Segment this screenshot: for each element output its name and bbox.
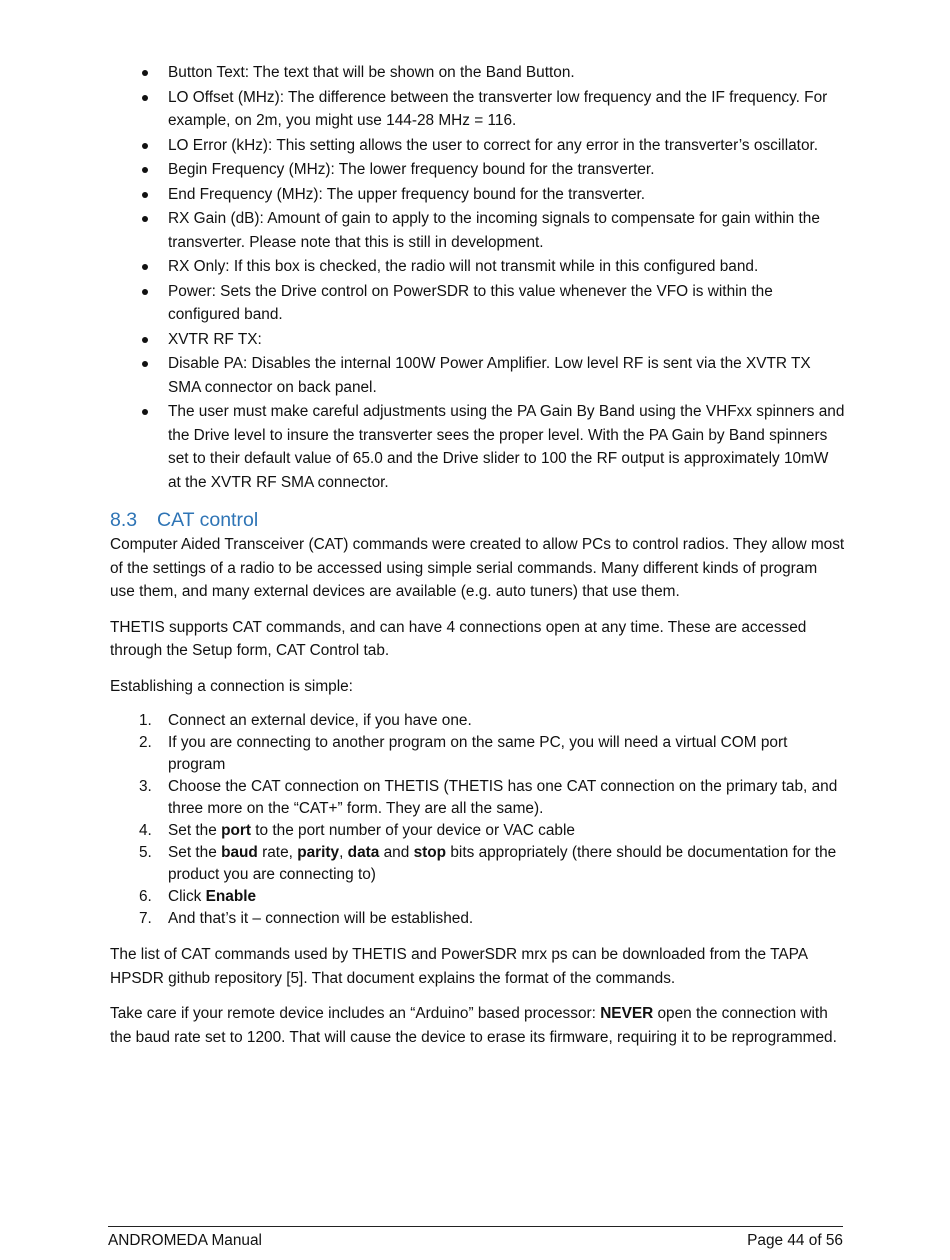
section-number: 8.3 bbox=[110, 509, 138, 531]
bullet-icon bbox=[142, 216, 148, 222]
bullet-text: RX Gain (dB): Amount of gain to apply to the incoming signals to compensate for gain within the transverter. Please note that this is still in development. bbox=[168, 210, 820, 251]
bold-text: stop bbox=[413, 844, 447, 861]
bullet-item bbox=[110, 158, 845, 182]
bullet-text: The user must make careful adjustments using the PA Gain By Band using the VHFxx spinners and the Drive level to insure the transverter sees the proper level. With the PA Gain by Band spinners set to their default value of 65.0 and the Drive slider to 100 the RF output is approximately 10mW at the XVTR RF SMA connector. bbox=[168, 403, 845, 491]
text-run: , bbox=[339, 844, 348, 861]
text-run: and bbox=[379, 844, 414, 861]
step-number: 6. bbox=[139, 888, 152, 905]
text-run: The list of CAT commands used by THETIS and PowerSDR mrx ps can be downloaded from the TAPA HPSDR github repository [5]. That document explains the format of the commands. bbox=[110, 946, 808, 987]
intro-paragraphs bbox=[110, 533, 845, 698]
paragraph bbox=[110, 1002, 845, 1049]
bullet-text: Disable PA: Disables the internal 100W Power Amplifier. Low level RF is sent via the XVTR TX SMA connector on back panel. bbox=[168, 355, 811, 396]
text-run: Take care if your remote device includes an “Arduino” based processor: bbox=[110, 1005, 601, 1022]
step-number: 7. bbox=[139, 910, 152, 927]
bullet-item bbox=[110, 207, 845, 254]
step-number: 5. bbox=[139, 844, 152, 861]
section-heading bbox=[110, 507, 845, 533]
bullet-text: Button Text: The text that will be shown on the Band Button. bbox=[168, 64, 575, 81]
step-number: 4. bbox=[139, 822, 152, 839]
text-run: And that’s it – connection will be established. bbox=[168, 910, 474, 927]
step-item bbox=[110, 886, 845, 908]
bullet-item bbox=[110, 134, 845, 158]
text-run: If you are connecting to another program on the same PC, you will need a virtual COM port program bbox=[168, 734, 788, 773]
text-run: Click bbox=[168, 888, 206, 905]
bullet-item bbox=[110, 61, 845, 85]
bullet-icon bbox=[142, 192, 148, 198]
bullet-icon bbox=[142, 143, 148, 149]
bullet-icon bbox=[142, 289, 148, 295]
bold-text: port bbox=[221, 822, 251, 839]
footer-document-title: ANDROMEDA Manual bbox=[108, 1232, 262, 1249]
bold-text: baud bbox=[221, 844, 258, 861]
connection-steps-list bbox=[110, 710, 845, 930]
section-title: CAT control bbox=[157, 509, 259, 531]
bullet-item bbox=[110, 183, 845, 207]
bullet-text: XVTR RF TX: bbox=[168, 330, 262, 348]
bullet-icon bbox=[142, 361, 148, 367]
bullet-icon bbox=[142, 70, 148, 76]
bold-text: parity bbox=[297, 844, 340, 861]
text-run: Set the bbox=[168, 844, 222, 861]
text-run: Set the bbox=[168, 822, 222, 839]
page-footer bbox=[108, 1226, 843, 1252]
step-number: 1. bbox=[139, 712, 152, 729]
text-run: bits appropriately (there should be documentation for the product you are connecting to) bbox=[168, 844, 837, 883]
bullet-text: RX Only: If this box is checked, the radio will not transmit while in this configured band. bbox=[168, 258, 759, 275]
step-item bbox=[110, 776, 845, 820]
transverter-settings-list bbox=[110, 61, 845, 494]
paragraph: Establishing a connection is simple: bbox=[110, 677, 353, 695]
closing-paragraphs bbox=[110, 943, 845, 1049]
paragraph bbox=[110, 943, 845, 990]
bullet-item bbox=[110, 255, 845, 279]
bullet-icon bbox=[142, 167, 148, 173]
text-run: rate, bbox=[257, 844, 298, 861]
step-item bbox=[110, 908, 845, 930]
text-run: to the port number of your device or VAC cable bbox=[250, 822, 575, 839]
footer-page-number: Page 44 of 56 bbox=[747, 1232, 843, 1249]
bullet-text: LO Offset (MHz): The difference between the transverter low frequency and the IF frequency. For example, on 2m, you might use 144-28 MHz = 116. bbox=[168, 88, 828, 129]
step-number: 3. bbox=[139, 778, 152, 795]
bullet-text: End Frequency (MHz): The upper frequency bound for the transverter. bbox=[168, 185, 646, 203]
bullet-icon bbox=[142, 409, 148, 415]
step-item bbox=[110, 842, 845, 886]
step-item bbox=[110, 732, 845, 776]
paragraph: Computer Aided Transceiver (CAT) commands were created to allow PCs to control radios. They allow most of the settings of a radio to be accessed using simple serial commands. Many different kinds of program use them, and many external devices are available (e.g. auto tuners) that use them. bbox=[110, 536, 845, 600]
page-content bbox=[110, 61, 845, 1061]
text-run: Choose the CAT connection on THETIS (THETIS has one CAT connection on the primary tab, and three more on the “CAT+” form. They are all the same). bbox=[168, 778, 838, 817]
text-run: Connect an external device, if you have one. bbox=[168, 712, 472, 729]
bullet-text: LO Error (kHz): This setting allows the user to correct for any error in the transverter’s oscillator. bbox=[168, 136, 819, 154]
bold-text: data bbox=[347, 844, 380, 861]
bullet-icon bbox=[142, 95, 148, 101]
bullet-item bbox=[110, 280, 845, 327]
text-run: open the connection with the baud rate set to 1200. That will cause the device to erase its firmware, requiring it to be reprogrammed. bbox=[110, 1005, 837, 1046]
bullet-item bbox=[110, 352, 845, 399]
step-item bbox=[110, 710, 845, 732]
bullet-icon bbox=[142, 337, 148, 343]
bold-text: NEVER bbox=[600, 1005, 654, 1022]
step-number: 2. bbox=[139, 734, 152, 751]
bullet-item bbox=[110, 400, 845, 494]
bullet-item bbox=[110, 328, 845, 352]
bullet-item bbox=[110, 86, 845, 133]
paragraph: THETIS supports CAT commands, and can have 4 connections open at any time. These are accessed through the Setup form, CAT Control tab. bbox=[110, 618, 807, 659]
bold-text: Enable bbox=[205, 888, 257, 905]
step-item bbox=[110, 820, 845, 842]
bullet-text: Begin Frequency (MHz): The lower frequency bound for the transverter. bbox=[168, 161, 655, 178]
bullet-icon bbox=[142, 264, 148, 270]
bullet-text: Power: Sets the Drive control on PowerSDR to this value whenever the VFO is within the configured band. bbox=[168, 282, 773, 323]
